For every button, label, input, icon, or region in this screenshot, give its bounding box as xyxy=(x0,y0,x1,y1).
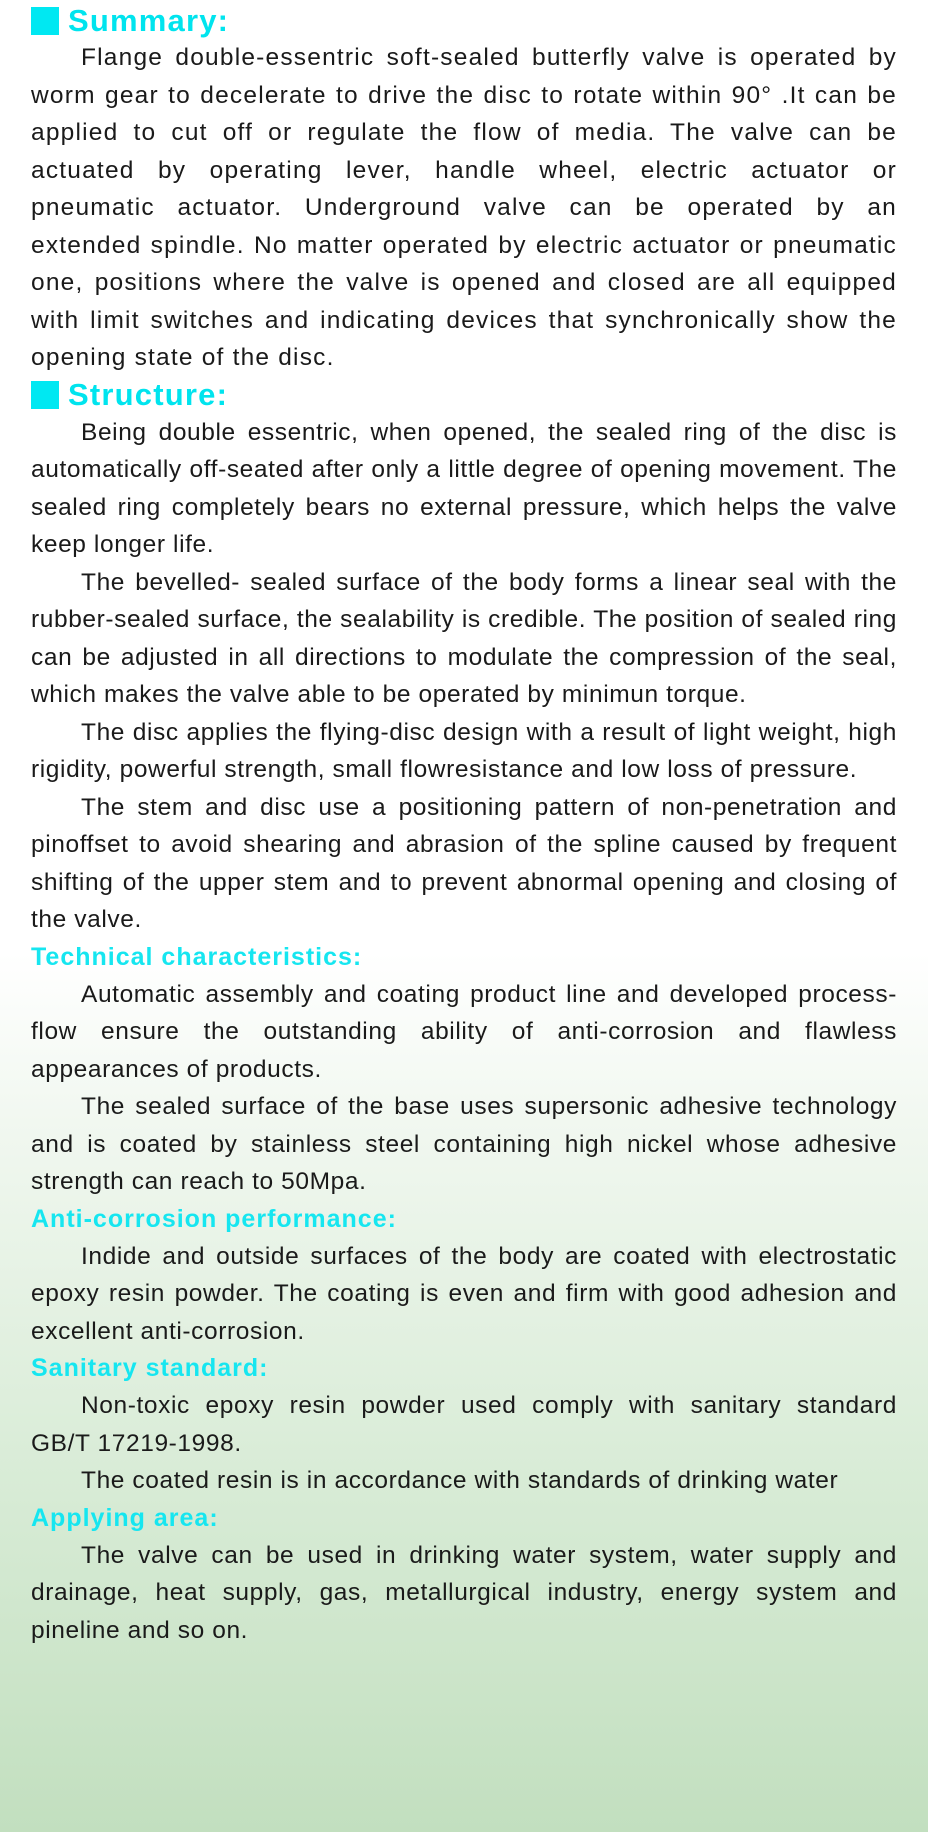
cyan-square-bullet-icon xyxy=(31,7,59,35)
structure-paragraph: Being double essentric, when opened, the sealed ring of the disc is automatically off-seated after only a little degree of opening movement. The sealed ring completely bears no external pressure, which helps the valve keep longer life. xyxy=(31,418,897,558)
document-page xyxy=(31,0,897,1649)
summary-heading-text: Summary: xyxy=(68,2,230,38)
anticorrosion-paragraph: Indide and outside surfaces of the body are coated with electrostatic epoxy resin powder. The coating is even and firm with good adhesion and excellent anti-corrosion. xyxy=(31,1242,897,1345)
sanitary-heading: Sanitary standard: xyxy=(31,1354,269,1382)
summary-section xyxy=(31,2,897,377)
summary-heading xyxy=(31,2,897,39)
applying-section xyxy=(31,1500,897,1650)
technical-heading: Technical characteristics: xyxy=(31,942,363,971)
summary-paragraph: Flange double-essentric soft-sealed butterfly valve is operated by worm gear to decelerate to drive the disc to rotate within 90° .It can be applied to cut off or regulate the flow of media. The valve can be actuated by operating lever, handle wheel, electric actuator or pneumatic actuator. Underground valve can be operated by an extended spindle. No matter operated by electric actuator or pneumatic one, positions where the valve is opened and closed are all equipped with limit switches and indicating devices that synchronically show the opening state of the disc. xyxy=(31,44,897,371)
applying-paragraph: The valve can be used in drinking water system, water supply and drainage, heat supply, gas, metallurgical industry, energy system and pineline and so on. xyxy=(31,1541,897,1644)
structure-heading xyxy=(31,377,897,414)
structure-section xyxy=(31,377,897,939)
cyan-square-bullet-icon xyxy=(31,381,59,409)
anticorrosion-section xyxy=(31,1201,897,1351)
sanitary-paragraph: The coated resin is in accordance with standards of drinking water xyxy=(81,1467,839,1494)
technical-section xyxy=(31,939,897,1201)
structure-paragraph: The stem and disc use a positioning pattern of non-penetration and pinoffset to avoid shearing and abrasion of the spline caused by frequent shifting of the upper stem and to prevent abnormal opening and closing of the valve. xyxy=(31,793,897,933)
technical-paragraph: Automatic assembly and coating product line and developed process-flow ensure the outstanding ability of anti-corrosion and flawless appearances of products. xyxy=(31,980,897,1083)
technical-paragraph: The sealed surface of the base uses supersonic adhesive technology and is coated by stainless steel containing high nickel whose adhesive strength can reach to 50Mpa. xyxy=(31,1093,897,1195)
applying-heading: Applying area: xyxy=(31,1503,219,1532)
sanitary-section xyxy=(31,1350,897,1500)
structure-heading-text: Structure: xyxy=(68,377,229,412)
anticorrosion-heading: Anti-corrosion performance: xyxy=(31,1204,397,1233)
sanitary-paragraph: Non-toxic epoxy resin powder used comply with sanitary standard GB/T 17219-1998. xyxy=(31,1392,897,1457)
structure-paragraph: The disc applies the flying-disc design with a result of light weight, high rigidity, powerful strength, small flowresistance and low loss of pressure. xyxy=(31,718,897,783)
structure-paragraph: The bevelled- sealed surface of the body forms a linear seal with the rubber-sealed surface, the sealability is credible. The position of sealed ring can be adjusted in all directions to modulate the compression of the seal, which makes the valve able to be operated by minimun torque. xyxy=(31,568,897,708)
